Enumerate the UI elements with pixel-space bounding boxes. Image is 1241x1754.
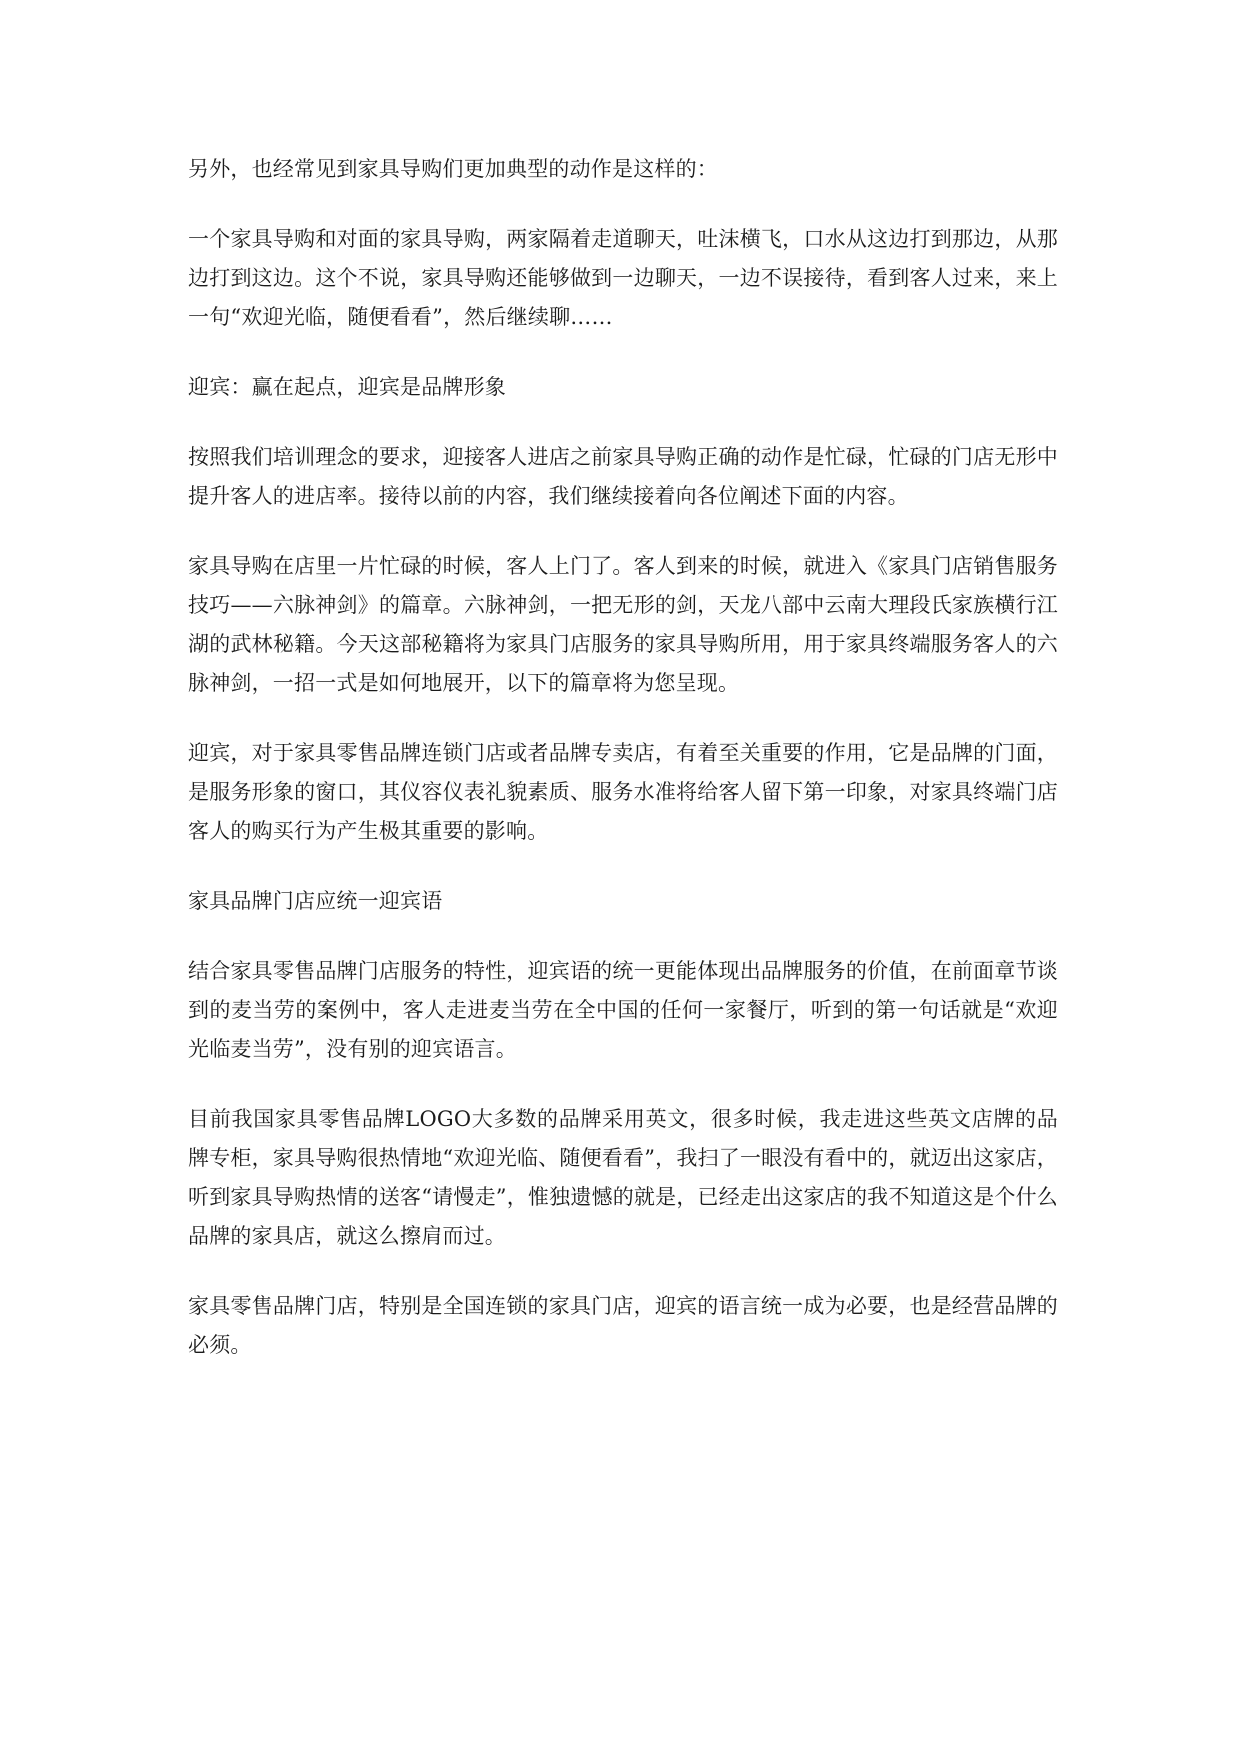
paragraph-welcome-importance: 迎宾，对于家具零售品牌连锁门店或者品牌专卖店，有着至关重要的作用，它是品牌的门面，是服务形象的窗口，其仪容仪表礼貌素质、服务水准将给客人留下第一印象，对家具终端门店客人的购买行为产生极其重要的影响。 <box>188 741 1058 843</box>
paragraph-training-concept: 按照我们培训理念的要求，迎接客人进店之前家具导购正确的动作是忙碌，忙碌的门店无形中提升客人的进店率。接待以前的内容，我们继续接着向各位阐述下面的内容。 <box>188 445 1058 508</box>
paragraph-conclusion: 家具零售品牌门店，特别是全国连锁的家具门店，迎宾的语言统一成为必要，也是经营品牌的必须。 <box>188 1294 1058 1357</box>
section-heading-unified-greeting: 家具品牌门店应统一迎宾语 <box>188 889 443 913</box>
paragraph-english-logo: 目前我国家具零售品牌LOGO大多数的品牌采用英文，很多时候，我走进这些英文店牌的品牌专柜，家具导购很热情地“欢迎光临、随便看看”，我扫了一眼没有看中的，就迈出这家店，听到家具导购热情的送客“请慢走”，惟独遗憾的就是，已经走出这家店的我不知道这是个什么品牌的家具店，就这么擦肩而过。 <box>188 1107 1058 1248</box>
paragraph-chatting-guides: 一个家具导购和对面的家具导购，两家隔着走道聊天，吐沫横飞，口水从这边打到那边，从那边打到这边。这个不说，家具导购还能够做到一边聊天，一边不误接待，看到客人过来，来上一句“欢迎光临，随便看看”，然后继续聊…… <box>188 227 1058 329</box>
document-body <box>188 150 1058 1396</box>
paragraph-six-meridian-sword: 家具导购在店里一片忙碌的时候，客人上门了。客人到来的时候，就进入《家具门店销售服务技巧——六脉神剑》的篇章。六脉神剑，一把无形的剑，天龙八部中云南大理段氏家族横行江湖的武林秘籍。今天这部秘籍将为家具门店服务的家具导购所用，用于家具终端服务客人的六脉神剑，一招一式是如何地展开，以下的篇章将为您呈现。 <box>188 554 1058 695</box>
section-heading-welcome: 迎宾：赢在起点，迎宾是品牌形象 <box>188 375 506 399</box>
paragraph-intro: 另外，也经常见到家具导购们更加典型的动作是这样的： <box>188 157 718 181</box>
paragraph-mcdonalds-case: 结合家具零售品牌门店服务的特性，迎宾语的统一更能体现出品牌服务的价值，在前面章节谈到的麦当劳的案例中，客人走进麦当劳在全中国的任何一家餐厅，听到的第一句话就是“欢迎光临麦当劳”，没有别的迎宾语言。 <box>188 959 1058 1061</box>
